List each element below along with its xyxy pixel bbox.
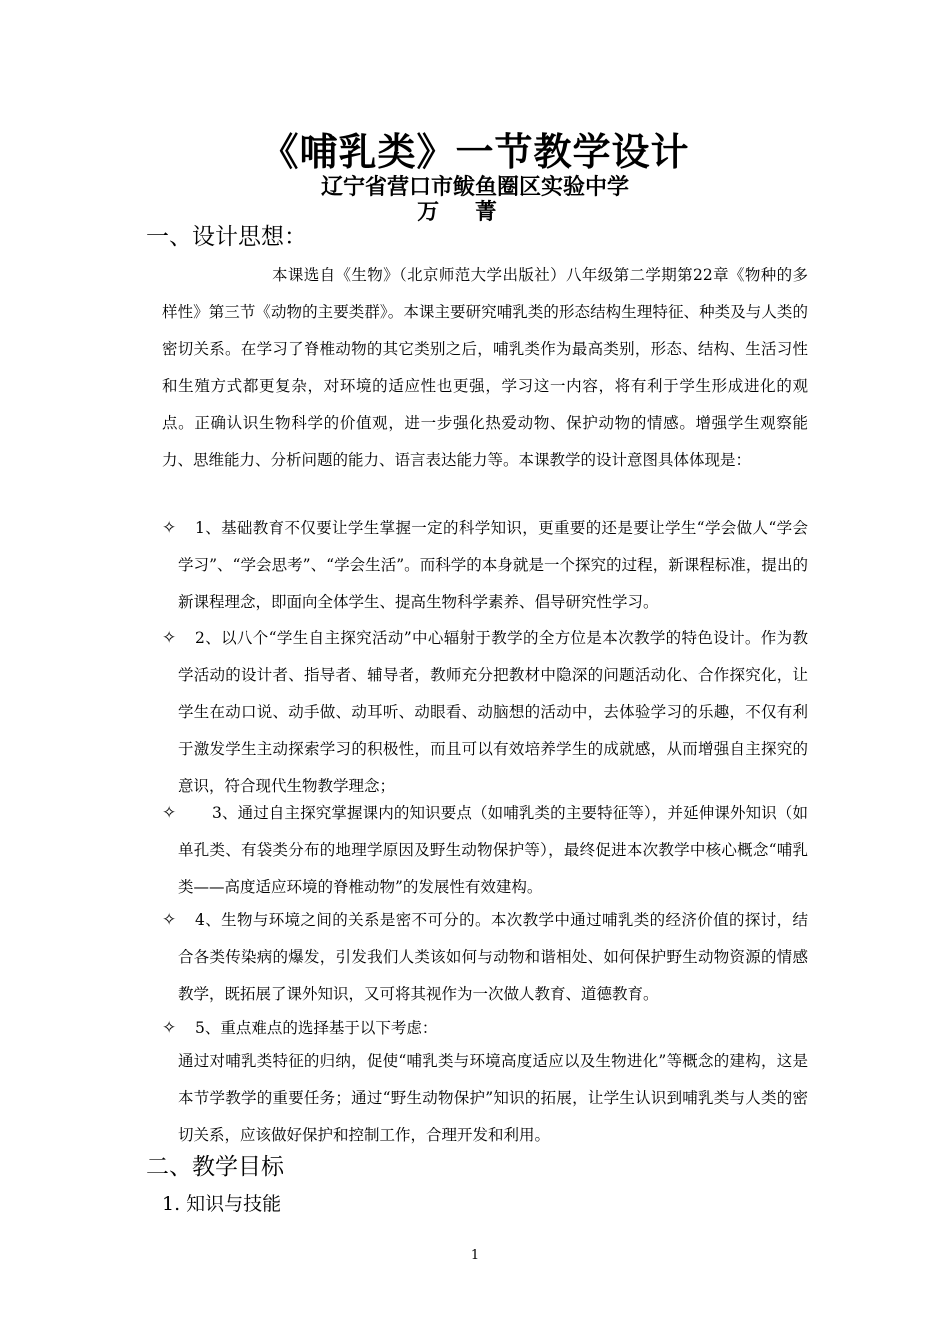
page-number: 1	[470, 1248, 480, 1263]
subsection-knowledge-skills: 1. 知识与技能	[162, 1193, 282, 1215]
bullet-item-4: 4、生物与环境之间的关系是密不可分的。本次教学中通过哺乳类的经济价值的探讨，结合各类传染病的爆发，引发我们人类该如何与动物和谐相处、如何保护野生动物资源的情感教学，既拓展了课外知识，又可将其视作为一次做人教育、道德教育。	[178, 911, 808, 1003]
diamond-bullet-icon: ✧	[162, 1018, 177, 1038]
diamond-bullet-icon: ✧	[162, 803, 177, 823]
key-points-paragraph: 通过对哺乳类特征的归纳，促使“哺乳类与环境高度适应以及生物进化”等概念的建构，这是本节学教学的重要任务；通过“野生动物保护”知识的拓展，让学生认识到哺乳类与人类的密切关系，应该做好保护和控制工作，合理开发和利用。	[178, 1052, 808, 1144]
author-school: 辽宁省营口市鲅鱼圈区实验中学	[320, 175, 629, 200]
diamond-bullet-icon: ✧	[162, 910, 177, 930]
bullet-item-3: 3、通过自主探究掌握课内的知识要点（如哺乳类的主要特征等），并延伸课外知识（如单孔类、有袋类分布的地理学原因及野生动物保护等），最终促进本次教学中核心概念“哺乳类——高度适应环境的脊椎动物”的发展性有效建构。	[178, 804, 808, 896]
author-name: 万 菁	[417, 200, 511, 225]
bullet-item-5: 5、重点难点的选择基于以下考虑：	[195, 1019, 438, 1037]
bullet-item-2: 2、以八个“学生自主探究活动”中心辐射于教学的全方位是本次教学的特色设计。作为教学活动的设计者、指导者、辅导者，教师充分把教材中隐深的问题活动化、合作探究化，让学生在动口说、动手做、动耳听、动眼看、动脑想的活动中，去体验学习的乐趣，不仅有利于激发学生主动探索学习的积极性，而且可以有效培养学生的成就感，从而增强自主探究的意识，符合现代生物教学理念；	[178, 629, 808, 795]
document-title: 《哺乳类》一节教学设计	[260, 130, 690, 174]
bullet-item-1: 1、基础教育不仅要让学生掌握一定的科学知识，更重要的还是要让学生“学会做人“学会学习”、“学会思考”、“学会生活”。而科学的本身就是一个探究的过程，新课程标准，提出的新课程理念，即面向全体学生、提高生物科学素养、倡导研究性学习。	[178, 519, 808, 611]
diamond-bullet-icon: ✧	[162, 628, 177, 648]
diamond-bullet-icon: ✧	[162, 518, 177, 538]
intro-paragraph: 本课选自《生物》（北京师范大学出版社）八年级第二学期第22章《物种的多样性》第三节《动物的主要类群》。本课主要研究哺乳类的形态结构生理特征、种类及与人类的密切关系。在学习了脊椎动物的其它类别之后，哺乳类作为最高类别，形态、结构、生活习性和生殖方式都更复杂，对环境的适应性也更强，学习这一内容，将有利于学生形成进化的观点。正确认识生物科学的价值观，进一步强化热爱动物、保护动物的情感。增强学生观察能力、思维能力、分析问题的能力、语言表达能力等。本课教学的设计意图具体体现是：	[162, 266, 808, 469]
section-heading-design-idea: 一、设计思想：	[146, 224, 307, 250]
section-heading-teaching-goals: 二、教学目标	[146, 1154, 284, 1180]
